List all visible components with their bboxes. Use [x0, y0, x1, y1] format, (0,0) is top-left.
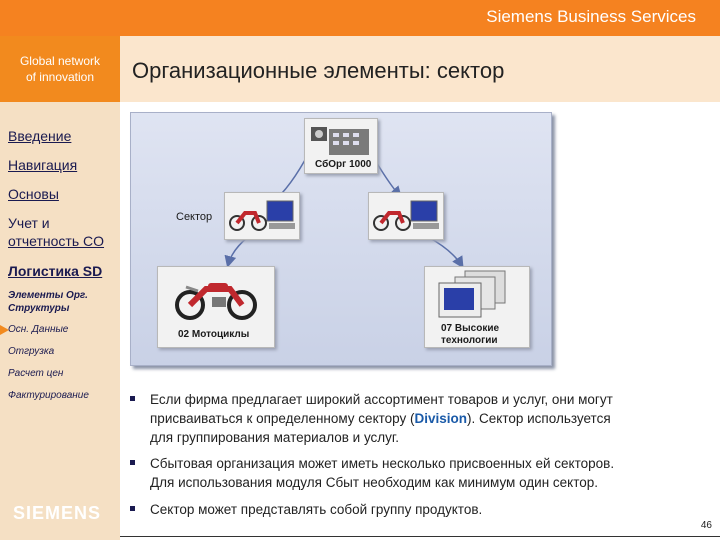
bullet-1-line2 — [150, 409, 710, 428]
tagline-line2: of innovation — [25, 70, 95, 84]
bullet-1-line3: для группирования материалов и услуг. — [150, 430, 399, 445]
tagline-line1: Global network — [19, 54, 101, 68]
arrow-to-tech-box — [428, 237, 462, 266]
bullet-square-icon — [130, 506, 135, 511]
page-title: Организационные элементы: сектор — [132, 58, 505, 83]
nav-subitem-osn-dannye[interactable]: Осн. Данные — [8, 324, 69, 335]
siemens-logo: SIEMENS — [13, 503, 102, 523]
bullet-3-line1: Сектор может представлять собой группу продуктов. — [150, 502, 483, 517]
bullet-1-line1: Если фирма предлагает широкий ассортимент товаров и услуг, они могут — [150, 392, 613, 407]
nav-subitem-elementy-line2[interactable]: Структуры — [8, 303, 70, 314]
sector-label: Сектор — [176, 211, 213, 223]
bullet-1-line2-a: присваиваться к определенному сектору ( — [150, 411, 415, 426]
company-building-icon — [305, 119, 377, 159]
bullet-2-line1: Сбытовая организация может иметь несколько присвоенных ей секторов. — [150, 456, 615, 471]
company-code-label: СбОрг 1000 — [315, 159, 372, 170]
nav-item-vvedenie[interactable]: Введение — [8, 128, 72, 144]
footer-divider — [120, 536, 720, 537]
motorcycles-box — [157, 266, 275, 348]
nav-subitem-raschet-tsen[interactable]: Расчет цен — [8, 368, 64, 379]
brand-name: Siemens Business Services — [486, 7, 696, 26]
bullet-square-icon — [130, 460, 135, 465]
bullet-1-line2-c: ). Сектор используется — [467, 411, 611, 426]
motorcycle-icon — [158, 267, 274, 327]
moto-computer-icon-2 — [369, 193, 443, 239]
nav-item-osnovy[interactable]: Основы — [8, 186, 59, 202]
sector-box-left — [224, 192, 300, 240]
arrow-to-right-sector — [375, 160, 400, 196]
page-number: 46 — [700, 520, 712, 531]
nav-subitem-otgruzka[interactable]: Отгрузка — [8, 346, 55, 357]
hightech-label-line1: 07 Высокие — [441, 323, 500, 334]
nav-subitem-elementy-line1[interactable]: Элементы Орг. — [8, 290, 88, 301]
division-term: Division — [414, 411, 468, 426]
hightech-label-line2: технологии — [441, 335, 498, 346]
nav-item-uchet-line2[interactable]: отчетность CO — [8, 233, 105, 249]
bullet-square-icon — [130, 396, 135, 401]
computers-icon — [425, 267, 529, 323]
motorcycles-label: 02 Мотоциклы — [178, 329, 250, 340]
nav-item-logistika[interactable]: Логистика SD — [8, 263, 103, 279]
bullet-2-line2: Для использования модуля Сбыт необходим как минимум один сектор. — [150, 475, 599, 490]
nav-item-navigatsiya[interactable]: Навигация — [8, 157, 78, 173]
arrow-to-moto-box — [228, 237, 248, 265]
moto-computer-icon — [225, 193, 299, 239]
nav-item-uchet-line1[interactable]: Учет и — [8, 215, 50, 231]
company-box — [304, 118, 378, 174]
hightech-box — [424, 266, 530, 348]
sector-box-right — [368, 192, 444, 240]
nav-subitem-fakturirovanie[interactable]: Фактурирование — [8, 390, 89, 401]
